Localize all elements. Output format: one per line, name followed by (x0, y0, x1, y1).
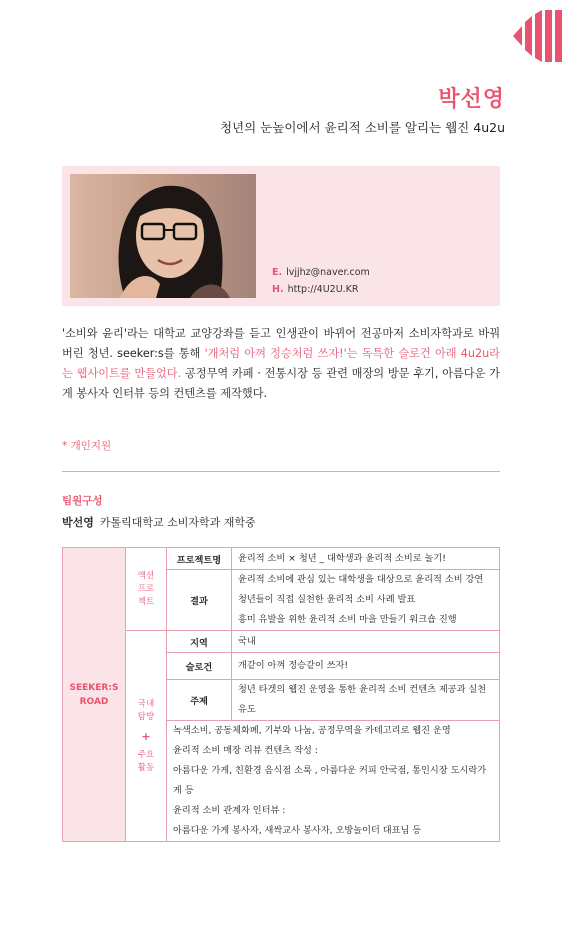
intro-paragraph (62, 324, 500, 404)
section-divider (62, 471, 500, 472)
row-label-project: 프로젝트명 (167, 548, 232, 570)
group-action-project: 액션 프로 젝트 (126, 548, 167, 631)
row-value-theme: 청년 타겟의 웹진 운영을 통한 윤리적 소비 컨텐츠 제공과 실천 유도 (232, 680, 500, 721)
profile-subtitle: 청년의 눈높이에서 윤리적 소비를 알리는 웹진 4u2u (219, 120, 505, 135)
profile-name: 박선영 (438, 87, 505, 112)
support-label: * 개인지원 (62, 440, 112, 452)
row-value-region: 국내 (232, 631, 500, 653)
activity-item: 아름다운 가게 봉사자, 새싹교사 봉사자, 오방놀이터 대표님 등 (173, 825, 422, 836)
email-link[interactable]: lvjjhz@naver.com (286, 267, 370, 278)
row-label-theme: 주제 (167, 680, 232, 721)
profile-card (62, 166, 500, 306)
row-value-result: 윤리적 소비에 관심 있는 대학생을 대상으로 윤리적 소비 강연 청년들이 직접 실천한 윤리적 소비 사례 발표 흥미 유발을 위한 윤리적 소비 마을 만들기 워크숍 진행 (232, 570, 500, 631)
activity-item: 녹색소비, 공동체화폐, 기부와 나눔, 공정무역을 카테고리로 웹진 운영 (173, 725, 451, 736)
road-title: SEEKER:S ROAD (63, 548, 126, 842)
email-row (272, 264, 370, 281)
row-label-result: 결과 (167, 570, 232, 631)
team-member-desc: 카톨릭대학교 소비자학과 재학중 (99, 516, 256, 529)
team-heading: 팀원구성 (62, 495, 103, 507)
contact-info (272, 264, 370, 298)
group-domestic-main: 국내 탐방 + 주요 활동 (126, 631, 167, 842)
activity-item: 아름다운 가게, 친환경 음식점 소룩 , 아름다운 커피 안국점, 통인시장 도시락가게 등 (173, 765, 487, 796)
team-member-name: 박선영 (62, 516, 94, 529)
corner-stripes-decoration (513, 10, 567, 62)
activities-list (167, 721, 500, 842)
homepage-key: H. (272, 284, 284, 295)
row-label-slogan: 슬로건 (167, 653, 232, 680)
activity-item: 윤리적 소비 관계자 인터뷰 : (173, 805, 286, 816)
profile-photo (70, 174, 256, 298)
intro-text-1: '소비와 윤리'라는 대학교 교양강좌를 듣고 인생관이 바뀌어 전공마저 소비자학과로 바꿔버린 청년. seeker:s를 통해 (62, 327, 500, 360)
intro-text-2: 공정무역 카페 · 전통시장 등 관련 매장의 방문 후기, 아름다운 가게 봉사자 인터뷰 등의 컨텐츠를 제작했다. (62, 367, 500, 400)
team-member (62, 514, 256, 530)
homepage-row (272, 281, 370, 298)
activity-item: 윤리적 소비 매장 리뷰 컨텐츠 작성 : (173, 745, 318, 756)
email-key: E. (272, 267, 283, 278)
homepage-link[interactable]: http://4U2U.KR (287, 284, 359, 295)
row-label-region: 지역 (167, 631, 232, 653)
intro-highlight: '개처럼 아껴 정승처럼 쓰자!'는 독특한 슬로건 아래 4u2u라는 웹사이트를 만들었다. (62, 347, 500, 380)
row-value-slogan: 개같이 아껴 정승같이 쓰자! (232, 653, 500, 680)
row-value-project: 윤리적 소비 × 청년 _ 대학생과 윤리적 소비로 놀기! (232, 548, 500, 570)
seekers-road-table (62, 547, 500, 842)
